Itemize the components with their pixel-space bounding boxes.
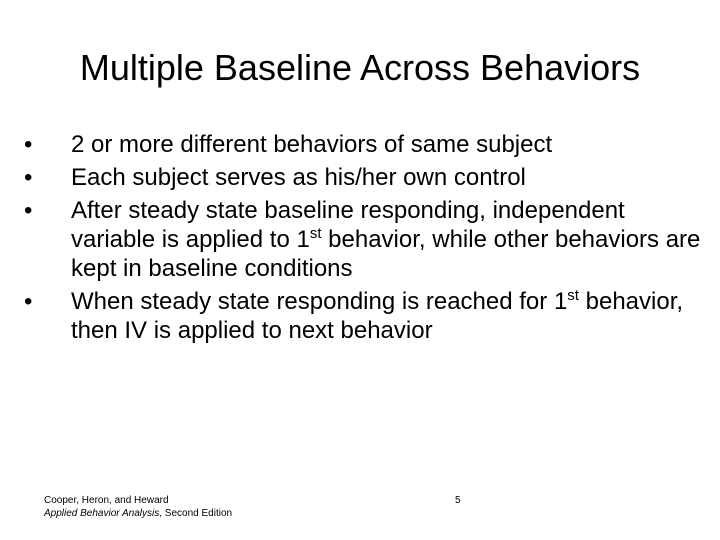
bullet-text-start: After steady state baseline responding, independent variable is applied to 1 <box>71 197 625 253</box>
bullet-list <box>24 130 704 349</box>
ordinal-superscript: st <box>309 225 322 242</box>
footer-edition: , Second Edition <box>159 508 233 519</box>
bullet-text: 2 or more different behaviors of same subject <box>71 131 553 158</box>
bullet-item <box>24 196 704 283</box>
footer-authors: Cooper, Heron, and Heward <box>44 495 169 506</box>
bullet-text-end: behavior, then IV is applied to next behavior <box>71 288 684 344</box>
bullet-symbol: • <box>24 288 33 315</box>
bullet-item <box>24 130 704 159</box>
footer-citation <box>44 494 232 520</box>
bullet-symbol: • <box>24 164 33 191</box>
bullet-symbol: • <box>24 197 33 224</box>
bullet-symbol: • <box>24 131 33 158</box>
bullet-item <box>24 287 704 345</box>
bullet-text-start: When steady state responding is reached for 1 <box>71 288 568 315</box>
page-number: 5 <box>455 495 461 506</box>
ordinal-superscript: st <box>567 287 579 304</box>
slide-title: Multiple Baseline Across Behaviors <box>79 47 641 88</box>
bullet-text: Each subject serves as his/her own control <box>71 164 526 191</box>
footer-book-title: Applied Behavior Analysis <box>44 508 160 519</box>
footer-book <box>44 507 232 520</box>
bullet-item <box>24 163 704 192</box>
bullet-text-end: behavior, while other behaviors are kept in baseline conditions <box>71 226 701 282</box>
